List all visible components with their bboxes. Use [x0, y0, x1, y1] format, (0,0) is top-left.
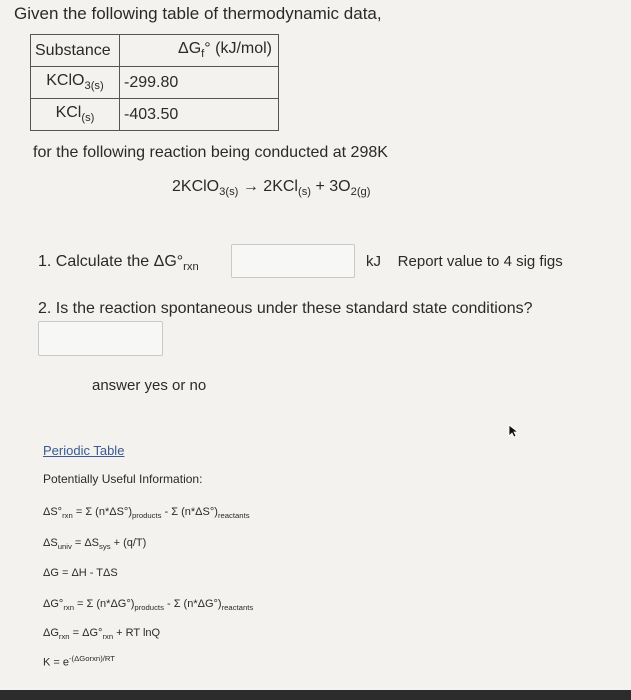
- formula-entropy-rxn: $\Delta S^\circ_{rxn} = \Sigma$ $(n*\Delta S^\circ)_{products}$ - Σ $(n*\Delta S^\circ)_{reactants}$: [43, 506, 250, 521]
- question-2-answer-input[interactable]: [38, 321, 163, 356]
- table-row: [31, 99, 279, 131]
- formula-gibbs-nonstandard: $\Delta G_{rxn} = \Delta G^\circ_{rxn}$ + RT lnQ: [43, 627, 161, 642]
- formula-gibbs: ΔG = ΔH - TΔS: [43, 567, 118, 579]
- periodic-table-link[interactable]: Periodic Table: [43, 443, 125, 458]
- intro-text: Given the following table of thermodynamic data,: [14, 4, 382, 23]
- mouse-cursor-icon: [508, 424, 520, 443]
- substance-cell: KCl$_{(s)}$: [31, 99, 120, 131]
- formula-entropy-univ: $\Delta S_{univ} = \Delta S_{sys} + (q/T)$: [43, 537, 147, 552]
- question-1-label: 1. Calculate the $\Delta G^\circ_{rxn}$: [38, 253, 199, 274]
- header-dgf: $\Delta G_f^\circ$ (kJ/mol): [120, 35, 279, 67]
- useful-info-title: Potentially Useful Information:: [43, 472, 203, 486]
- table-header-row: [31, 35, 279, 67]
- reaction-equation: 2KClO$_{3(s)}$ → $2KCl_{(s)} + 3O_{2(g)}$: [172, 178, 371, 199]
- question-2-label: 2. Is the reaction spontaneous under these standard state conditions?: [38, 300, 533, 317]
- formula-gibbs-rxn: $\Delta G^\circ_{rxn} = \Sigma$ $(n*\Delta G^\circ)_{products}$ - Σ $(n*\Delta G^\circ)_{reactants}$: [43, 598, 254, 613]
- question-1-answer-input[interactable]: [231, 244, 355, 278]
- substance-cell: KClO$_{3(s)}$: [31, 67, 120, 99]
- thermo-data-table: [30, 34, 279, 131]
- value-cell: -299.80: [120, 67, 279, 99]
- formula-equilibrium-constant: $K = e^{-(\Delta Gorxn)/RT}$: [43, 654, 115, 669]
- question-2-hint: answer yes or no: [92, 377, 207, 394]
- reaction-intro: for the following reaction being conducted at 298K: [33, 144, 388, 161]
- header-substance: Substance: [31, 35, 120, 67]
- question-1-unit-note: kJ Report value to 4 sig figs: [366, 253, 563, 270]
- value-cell: -403.50: [120, 99, 279, 131]
- bottom-edge-bar: [0, 690, 631, 700]
- table-row: [31, 67, 279, 99]
